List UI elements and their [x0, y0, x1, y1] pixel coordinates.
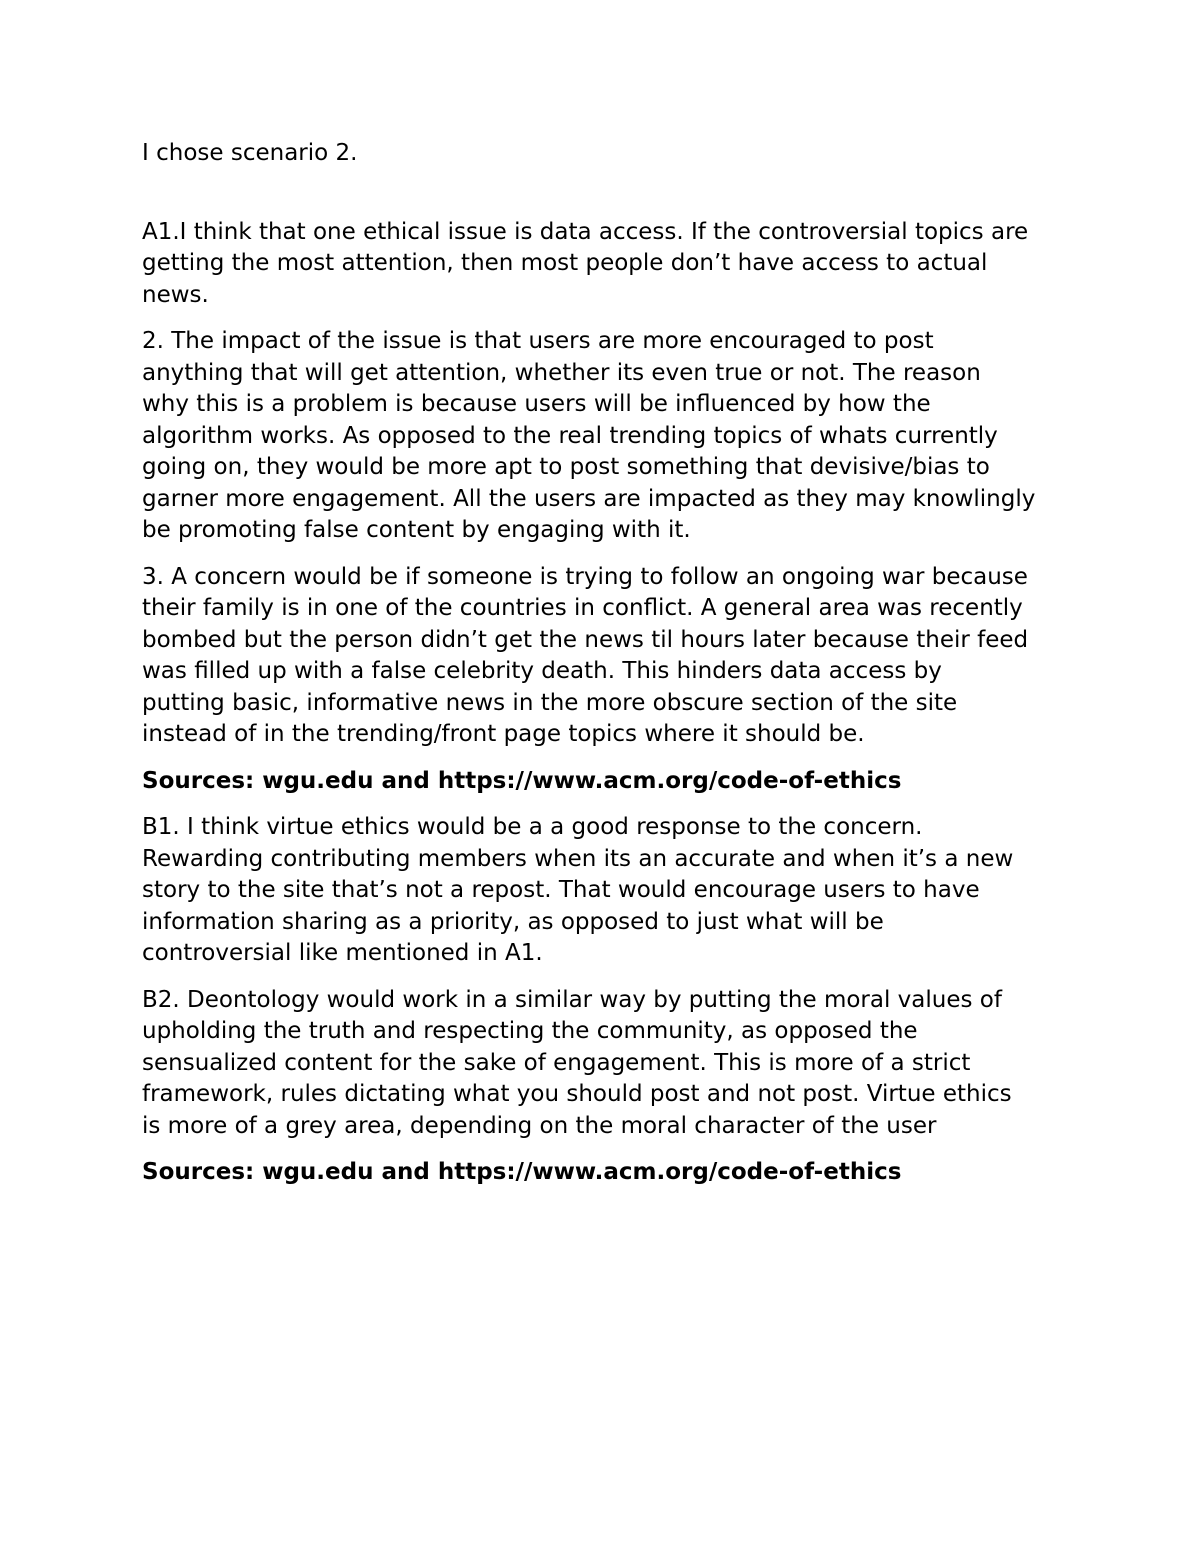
paragraph-line: be promoting false content by engaging with it. — [142, 517, 691, 543]
paragraph-line: getting the most attention, then most people don’t have access to actual — [142, 250, 988, 276]
paragraph-line: sensualized content for the sake of engagement. This is more of a strict — [142, 1049, 971, 1076]
paragraph-line: B1. I think virtue ethics would be a a good response to the concern. — [142, 814, 923, 840]
paragraph-line: putting basic, informative news in the more obscure section of the site — [142, 689, 958, 716]
paragraph-line: news. — [142, 281, 209, 308]
paragraph-line: instead of in the trending/front page topics where it should be. — [142, 721, 865, 747]
paragraph-line: A1.I think that one ethical issue is data access. If the controversial topics are — [142, 218, 1029, 245]
paragraph-line: algorithm works. As opposed to the real trending topics of whats currently — [142, 422, 998, 449]
paragraph-line: framework, rules dictating what you should post and not post. Virtue ethics — [142, 1081, 1012, 1107]
paragraph-b2 — [142, 985, 1072, 1143]
paragraph-line: why this is a problem is because users will be influenced by how the — [142, 391, 931, 417]
paragraph-line: story to the site that’s not a repost. That would encourage users to have — [142, 877, 980, 903]
paragraph-line: is more of a grey area, depending on the moral character of the user — [142, 1112, 937, 1139]
paragraph-line: 3. A concern would be if someone is trying to follow an ongoing war because — [142, 563, 1028, 590]
intro-paragraph: I chose scenario 2. — [142, 140, 358, 166]
paragraph-line: upholding the truth and respecting the community, as opposed the — [142, 1018, 918, 1044]
paragraph-a3 — [142, 562, 1072, 751]
paragraph-line: was filled up with a false celebrity death. This hinders data access by — [142, 658, 942, 684]
paragraph-line: anything that will get attention, whether its even true or not. The reason — [142, 359, 981, 386]
paragraph-line: their family is in one of the countries in conflict. A general area was recently — [142, 595, 1023, 621]
paragraph-line: controversial like mentioned in A1. — [142, 940, 543, 966]
sources-line-2: Sources: wgu.edu and https://www.acm.org/code-of-ethics — [142, 1159, 902, 1185]
paragraph-b1 — [142, 812, 1072, 970]
paragraph-line: B2. Deontology would work in a similar way by putting the moral values of — [142, 986, 1002, 1013]
sources-line-1: Sources: wgu.edu and https://www.acm.org/code-of-ethics — [142, 767, 902, 794]
paragraph-line: bombed but the person didn’t get the news til hours later because their feed — [142, 626, 1029, 653]
paragraph-line: 2. The impact of the issue is that users are more encouraged to post — [142, 328, 934, 354]
paragraph-line: Rewarding contributing members when its an accurate and when it’s a new — [142, 845, 1014, 872]
paragraph-line: garner more engagement. All the users are impacted as they may knowlingly — [142, 485, 1036, 512]
paragraph-line: going on, they would be more apt to post something that devisive/bias to — [142, 454, 990, 480]
paragraph-line: information sharing as a priority, as opposed to just what will be — [142, 908, 884, 935]
document-body — [142, 138, 1072, 1204]
paragraph-a2 — [142, 326, 1072, 547]
paragraph-a1 — [142, 217, 1072, 312]
